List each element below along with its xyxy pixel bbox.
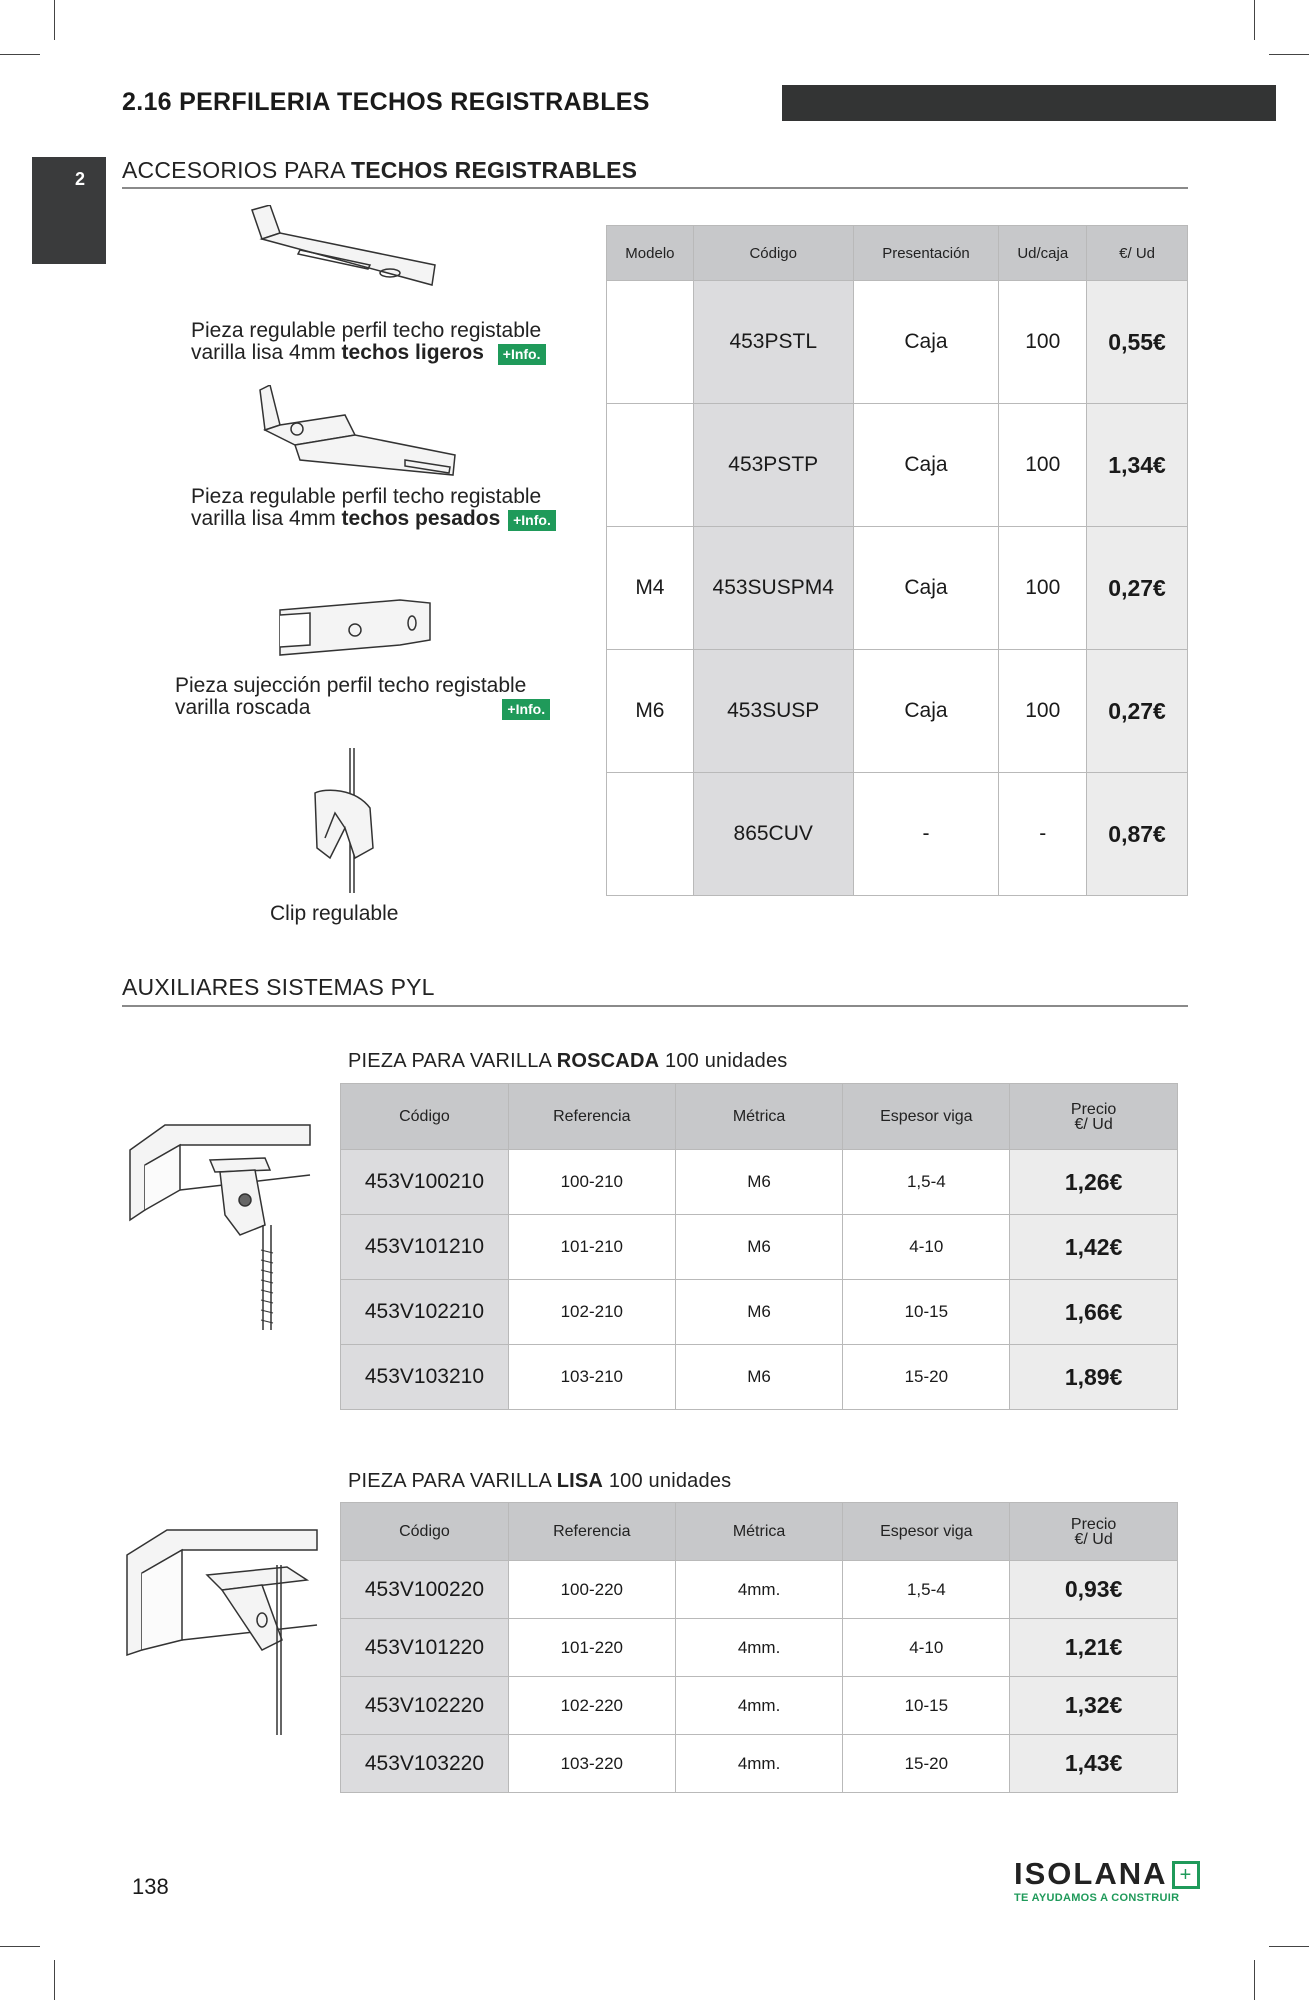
title-bar	[782, 85, 1276, 121]
price-cell: 1,89€	[1010, 1345, 1178, 1410]
price-cell: 1,21€	[1010, 1619, 1178, 1677]
chapter-tab	[32, 157, 106, 264]
price-cell: 0,55€	[1087, 281, 1188, 404]
table-row: 865CUV - - 0,87€	[607, 773, 1188, 896]
price-cell: 1,66€	[1010, 1280, 1178, 1345]
column-header: Referencia	[508, 1503, 675, 1561]
price-cell: 0,27€	[1087, 650, 1188, 773]
logo-tagline: TE AYUDAMOS A CONSTRUIR	[1014, 1892, 1180, 1904]
column-header: Espesor viga	[843, 1503, 1010, 1561]
column-header: Métrica	[675, 1084, 843, 1150]
crop-mark	[1254, 1960, 1255, 2000]
logo-name: ISOLANA	[1014, 1856, 1168, 1891]
info-button[interactable]: +Info.	[508, 510, 556, 531]
product-caption-2: Pieza regulable perfil techo registable varilla lisa 4mm techos pesados +Info.	[191, 486, 556, 531]
page-number: 138	[132, 1874, 169, 1899]
table-row: 453V101220 101-220 4mm. 4-10 1,21€	[341, 1619, 1178, 1677]
table-row: 453V100210 100-210 M6 1,5-4 1,26€	[341, 1150, 1178, 1215]
info-button[interactable]: +Info.	[502, 699, 550, 720]
product-caption-4: Clip regulable	[270, 902, 399, 925]
table-row: 453V102210 102-210 M6 10-15 1,66€	[341, 1280, 1178, 1345]
column-header: Presentación	[853, 226, 999, 281]
suspension-piece-image	[270, 595, 435, 670]
table-row: 453V102220 102-220 4mm. 10-15 1,32€	[341, 1677, 1178, 1735]
auxiliares-heading: AUXILIARES SISTEMAS PYL	[122, 974, 435, 1000]
crop-mark	[1269, 1946, 1309, 1947]
table-row: 453V103210 103-210 M6 15-20 1,89€	[341, 1345, 1178, 1410]
table-row: 453V103220 103-220 4mm. 15-20 1,43€	[341, 1735, 1178, 1793]
column-header: Código	[341, 1503, 509, 1561]
table-row: 453PSTL Caja 100 0,55€	[607, 281, 1188, 404]
table-title-threaded: PIEZA PARA VARILLA ROSCADA 100 unidades	[348, 1050, 788, 1072]
table-row: 453PSTP Caja 100 1,34€	[607, 404, 1188, 527]
threaded-rod-price-table	[340, 1083, 1178, 1410]
column-header: Precio €/ Ud	[1010, 1503, 1178, 1561]
accessories-price-table	[606, 225, 1188, 896]
crop-mark	[1254, 0, 1255, 40]
smooth-rod-price-table	[340, 1502, 1178, 1793]
brand-logo[interactable]	[1014, 1856, 1200, 1904]
product-caption-1: Pieza regulable perfil techo registable varilla lisa 4mm techos ligeros +Info.	[191, 320, 546, 365]
chapter-number: 2	[75, 169, 86, 189]
price-cell: 1,32€	[1010, 1677, 1178, 1735]
divider	[122, 187, 1188, 189]
column-header: Código	[693, 226, 853, 281]
crop-mark	[54, 0, 55, 40]
column-header: Referencia	[508, 1084, 675, 1150]
column-header: Métrica	[675, 1503, 843, 1561]
accessories-heading: ACCESORIOS PARA TECHOS REGISTRABLES	[122, 157, 638, 183]
adjustable-clip-image	[305, 748, 385, 893]
column-header: Espesor viga	[843, 1084, 1010, 1150]
table-row: 453V100220 100-220 4mm. 1,5-4 0,93€	[341, 1561, 1178, 1619]
price-cell: 1,34€	[1087, 404, 1188, 527]
crop-mark	[0, 54, 40, 55]
crop-mark	[54, 1960, 55, 2000]
crop-mark	[0, 1946, 40, 1947]
product-caption-3: Pieza sujección perfil techo registable varilla roscada +Info.	[175, 675, 550, 720]
crop-mark	[1269, 54, 1309, 55]
column-header: €/ Ud	[1087, 226, 1188, 281]
price-cell: 1,26€	[1010, 1150, 1178, 1215]
price-cell: 1,42€	[1010, 1215, 1178, 1280]
divider	[122, 1005, 1188, 1007]
threaded-rod-hanger-image	[125, 1120, 315, 1335]
column-header: Modelo	[607, 226, 694, 281]
column-header: Precio €/ Ud	[1010, 1084, 1178, 1150]
table-row: 453V101210 101-210 M6 4-10 1,42€	[341, 1215, 1178, 1280]
table-row: M4 453SUSPM4 Caja 100 0,27€	[607, 527, 1188, 650]
section-title: 2.16 PERFILERIA TECHOS REGISTRABLES	[122, 88, 650, 116]
logo-plus-icon: +	[1172, 1861, 1200, 1889]
regulable-heavy-piece-image	[255, 385, 460, 485]
regulable-light-piece-image	[240, 205, 440, 300]
smooth-rod-hanger-image	[122, 1525, 322, 1735]
column-header: Código	[341, 1084, 509, 1150]
table-row: M6 453SUSP Caja 100 0,27€	[607, 650, 1188, 773]
info-button[interactable]: +Info.	[498, 344, 546, 365]
price-cell: 0,93€	[1010, 1561, 1178, 1619]
price-cell: 0,27€	[1087, 527, 1188, 650]
price-cell: 1,43€	[1010, 1735, 1178, 1793]
column-header: Ud/caja	[999, 226, 1087, 281]
table-title-smooth: PIEZA PARA VARILLA LISA 100 unidades	[348, 1470, 732, 1492]
price-cell: 0,87€	[1087, 773, 1188, 896]
